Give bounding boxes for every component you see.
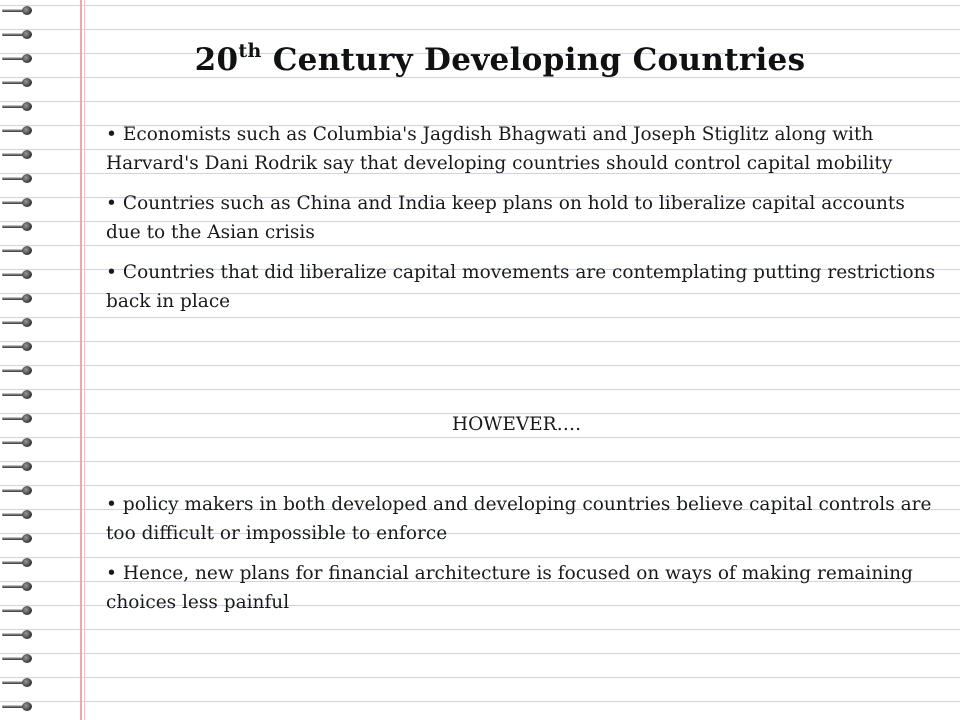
spiral-ring-icon: [2, 268, 34, 280]
spiral-ring-icon: [2, 652, 34, 664]
spiral-ring-icon: [2, 364, 34, 376]
bullet-dot: •: [106, 494, 117, 515]
title-text: Century Developing Countries: [261, 42, 806, 78]
spiral-ring-icon: [2, 292, 34, 304]
bullet-item: [106, 120, 936, 178]
however-heading: HOWEVER….: [452, 414, 581, 435]
bullet-list-top: [106, 120, 936, 327]
spiral-ring-icon: [2, 460, 34, 472]
spiral-ring-icon: [2, 316, 34, 328]
spiral-ring-icon: [2, 388, 34, 400]
spiral-ring-icon: [2, 532, 34, 544]
bullet-text: Countries that did liberalize capital movements are contemplating putting restrictions back in place: [106, 262, 936, 312]
spiral-ring-icon: [2, 508, 34, 520]
bullet-item: [106, 490, 936, 548]
spiral-ring-icon: [2, 196, 34, 208]
bullet-dot: •: [106, 193, 117, 214]
spiral-ring-icon: [2, 580, 34, 592]
spiral-ring-icon: [2, 172, 34, 184]
bullet-dot: •: [106, 124, 117, 145]
bullet-text: Countries such as China and India keep plans on hold to liberalize capital accounts due to the Asian crisis: [106, 193, 905, 243]
spiral-ring-icon: [2, 4, 34, 16]
spiral-ring-icon: [2, 340, 34, 352]
spiral-ring-icon: [2, 220, 34, 232]
spiral-ring-icon: [2, 484, 34, 496]
bullet-item: [106, 258, 936, 316]
spiral-binding-icon: [0, 0, 40, 720]
bullet-item: [106, 189, 936, 247]
title-superscript: th: [238, 40, 262, 62]
bullet-list-bottom: [106, 490, 936, 628]
margin-line-inner: [84, 0, 85, 720]
bullet-dot: •: [106, 563, 117, 584]
spiral-ring-icon: [2, 628, 34, 640]
bullet-text: Hence, new plans for financial architecture is focused on ways of making remaining choices less painful: [106, 563, 913, 613]
spiral-ring-icon: [2, 700, 34, 712]
spiral-ring-icon: [2, 28, 34, 40]
bullet-text: Economists such as Columbia's Jagdish Bhagwati and Joseph Stiglitz along with Harvard's Dani Rodrik say that developing countries should control capital mobility: [106, 124, 893, 174]
spiral-ring-icon: [2, 244, 34, 256]
spiral-ring-icon: [2, 556, 34, 568]
spiral-ring-icon: [2, 100, 34, 112]
spiral-ring-icon: [2, 148, 34, 160]
bullet-item: [106, 559, 936, 617]
bullet-dot: •: [106, 262, 117, 283]
spiral-ring-icon: [2, 604, 34, 616]
margin-line: [80, 0, 82, 720]
slide-title: [0, 40, 960, 78]
title-number: 20: [194, 42, 239, 78]
spiral-ring-icon: [2, 676, 34, 688]
spiral-ring-icon: [2, 124, 34, 136]
bullet-text: policy makers in both developed and developing countries believe capital controls are too difficult or impossible to enforce: [106, 494, 932, 544]
